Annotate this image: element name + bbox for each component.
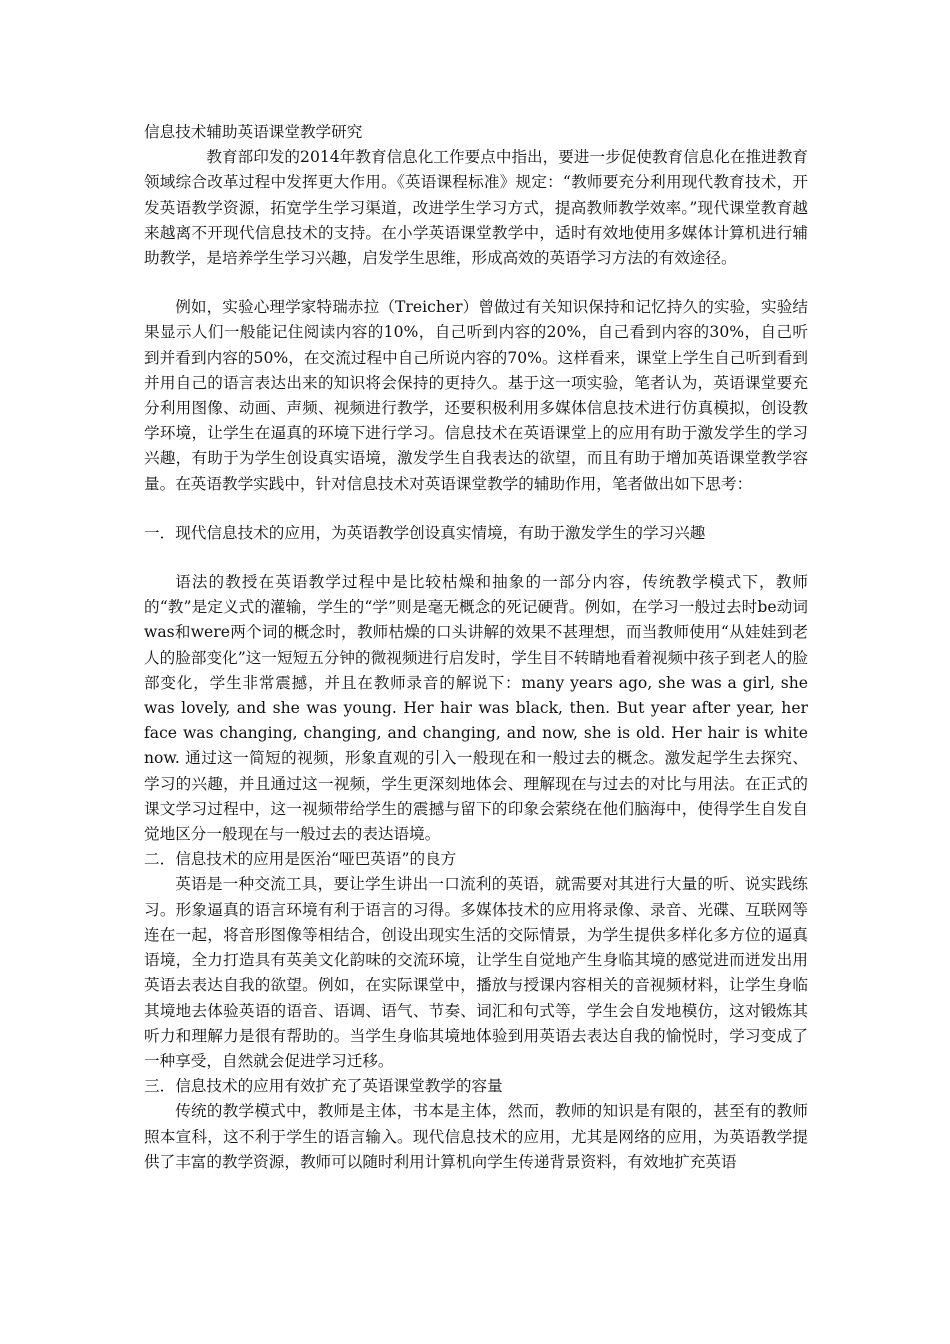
paragraph-gap — [144, 546, 808, 570]
example-paragraph: 例如，实验心理学家特瑞赤拉（Treicher）曾做过有关知识保持和记忆持久的实验，实验结果显示人们一般能记住阅读内容的10%，自己听到内容的20%，自己看到内容的30%，自己听到并看到内容的50%，在交流过程中自己所说内容的70%。这样看来，课堂上学生自己听到看到并用自己的语言表达出来的知识将会保持的更持久。基于这一项实验，笔者认为，英语课堂要充分利用图像、动画、声频、视频进行教学，还要积极利用多媒体信息技术进行仿真模拟，创设教学环境，让学生在逼真的环境下进行学习。信息技术在英语课堂上的应用有助于激发学生的学习兴趣，有助于为学生创设真实语境，激发学生自我表达的欲望，而且有助于增加英语课堂教学容量。在英语教学实践中，针对信息技术对英语课堂教学的辅助作用，笔者做出如下思考： — [144, 298, 808, 493]
section-1-body: 语法的教授在英语教学过程中是比较枯燥和抽象的一部分内容，传统教学模式下，教师的“教”是定义式的灌输，学生的“学”则是毫无概念的死记硬背。例如，在学习一般过去时be动词was和were两个词的概念时，教师枯燥的口头讲解的效果不甚理想，而当教师使用“从娃娃到老人的脸部变化”这一短短五分钟的微视频进行启发时，学生目不转睛地看着视频中孩子到老人的脸部变化，学生非常震撼，并且在教师录音的解说下：many years ago, she was a girl, she was lovely, and she was young. Her hair was black, then. But year after year, her face was changing, changing, and changing, and now, she is old. Her hair is white now. 通过这一简短的视频，形象直观的引入一般现在和一般过去的概念。激发起学生去探究、学习的兴趣，并且通过这一视频，学生更深刻地体会、理解现在与过去的对比与用法。在正式的课文学习过程中，这一视频带给学生的震撼与留下的印象会萦绕在他们脑海中，使得学生自发自觉地区分一般现在与一般过去的表达语境。 — [144, 573, 808, 844]
intro-paragraph: 教育部印发的2014年教育信息化工作要点中指出，要进一步促使教育信息化在推进教育领域综合改革过程中发挥更大作用。《英语课程标准》规定：“教师要充分利用现代教育技术，开发英语教学资源，拓宽学生学习渠道，改进学生学习方式，提高教师教学效率。”现代课堂教育越来越离不开现代信息技术的支持。在小学英语课堂教学中，适时有效地使用多媒体计算机进行辅助教学，是培养学生学习兴趣，启发学生思维，形成高效的英语学习方法的有效途径。 — [144, 148, 808, 268]
section-3-body: 传统的教学模式中，教师是主体，书本是主体，然而，教师的知识是有限的，甚至有的教师照本宣科，这不利于学生的语言输入。现代信息技术的应用，尤其是网络的应用，为英语教学提供了丰富的教学资源，教师可以随时利用计算机向学生传递背景资料，有效地扩充英语 — [144, 1102, 808, 1171]
section-2-body: 英语是一种交流工具，要让学生讲出一口流利的英语，就需要对其进行大量的听、说实践练习。形象逼真的语言环境有利于语言的习得。多媒体技术的应用将录像、录音、光碟、互联网等连在一起，将音形图像等相结合，创设出现实生活的交际情景，为学生提供多样化多方位的逼真语境，全力打造具有英美文化韵味的交流环境，让学生自觉地产生身临其境的感觉进而迸发出用英语去表达自我的欲望。例如，在实际课堂中，播放与授课内容相关的音视频材料，让学生身临其境地去体验英语的语音、语调、语气、节奏、词汇和句式等，学生会自发地模仿，这对锻炼其听力和理解力是很有帮助的。当学生身临其境地体验到用英语去表达自我的愉悦时，学习变成了一种享受，自然就会促进学习迁移。 — [144, 875, 808, 1070]
section-2-heading: 二．信息技术的应用是医治“哑巴英语”的良方 — [144, 850, 457, 869]
document-title: 信息技术辅助英语课堂教学研究 — [144, 123, 363, 141]
document-page — [144, 120, 808, 1175]
paragraph-gap — [144, 271, 808, 295]
paragraph-gap — [144, 497, 808, 521]
section-1-heading: 一．现代信息技术的应用，为英语教学创设真实情境，有助于激发学生的学习兴趣 — [144, 523, 706, 542]
section-3-heading: 三．信息技术的应用有效扩充了英语课堂教学的容量 — [144, 1077, 503, 1096]
